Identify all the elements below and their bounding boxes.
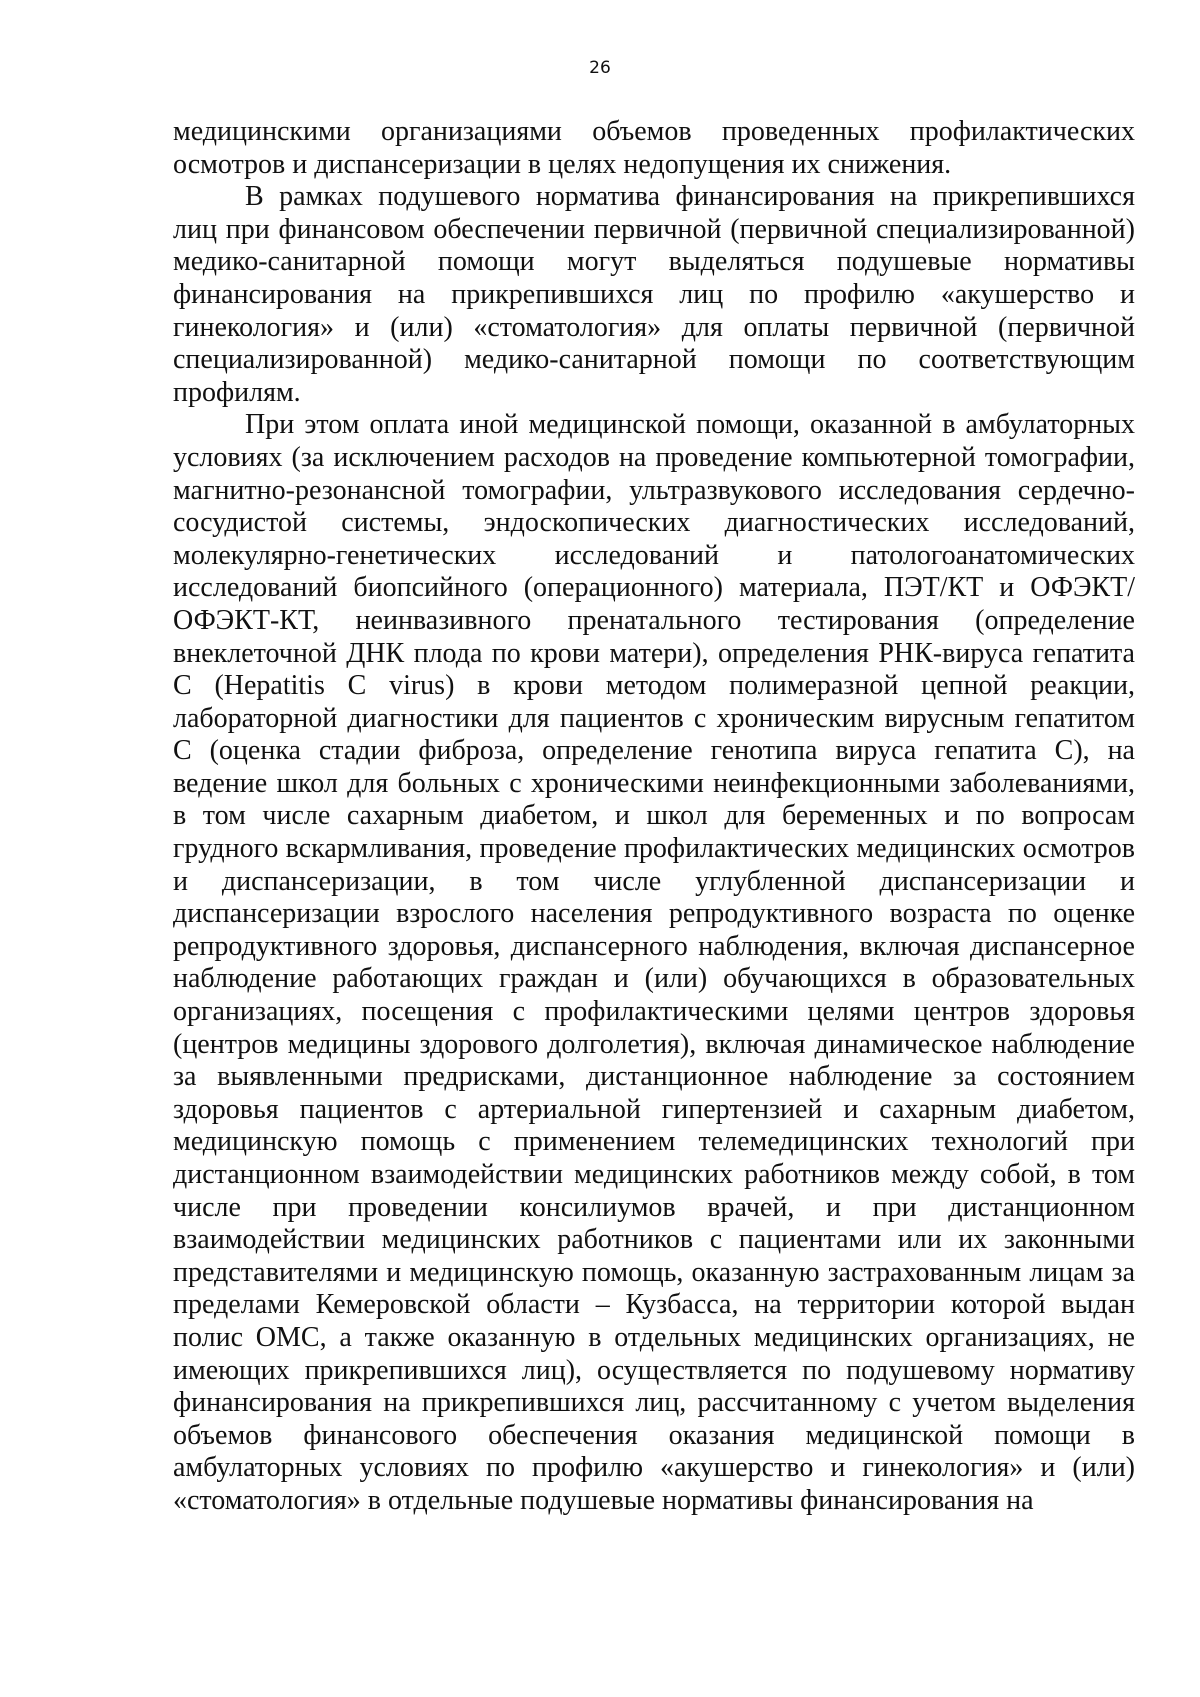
document-body	[173, 116, 1135, 1518]
page-number: 26	[589, 58, 611, 78]
paragraph-outpatient-payment: При этом оплата иной медицинской помощи, оказанной в амбулаторных условиях (за исключением расходов на проведение компьютерной томографии, магнитно-резонансной томографии, ультразвукового исследования сердечно-сосудистой системы, эндоскопических диагностических исследований, молекулярно-генетических исследований и патологоанатомических исследований биопсийного (операционного) материала, ПЭТ/КТ и ОФЭКТ/ОФЭКТ-КТ, неинвазивного пренатального тестирования (определение внеклеточной ДНК плода по крови матери), определения РНК-вируса гепатита С (Hepatitis С virus) в крови методом полимеразной цепной реакции, лабораторной диагностики для пациентов с хроническим вирусным гепатитом С (оценка стадии фиброза, определение генотипа вируса гепатита С), на ведение школ для больных с хроническими неинфекционными заболеваниями, в том числе сахарным диабетом, и школ для беременных и по вопросам грудного вскармливания, проведение профилактических медицинских осмотров и диспансеризации, в том числе углубленной диспансеризации и диспансеризации взрослого населения репродуктивного возраста по оценке репродуктивного здоровья, диспансерного наблюдения, включая диспансерное наблюдение работающих граждан и (или) обучающихся в образовательных организациях, посещения с профилактическими целями центров здоровья (центров медицины здорового долголетия), включая динамическое наблюдение за выявленными предрисками, дистанционное наблюдение за состоянием здоровья пациентов с артериальной гипертензией и сахарным диабетом, медицинскую помощь с применением телемедицинских технологий при дистанционном взаимодействии медицинских работников между собой, в том числе при проведении консилиумов врачей, и при дистанционном взаимодействии медицинских работников с пациентами или их законными представителями и медицинскую помощь, оказанную застрахованным лицам за пределами Кемеровской области – Кузбасса, на территории которой выдан полис ОМС, а также оказанную в отдельных медицинских организациях, не имеющих прикрепившихся лиц), осуществляется по подушевому нормативу финансирования на прикрепившихся лиц, рассчитанному с учетом выделения объемов финансового обеспечения оказания медицинской помощи в амбулаторных условиях по профилю «акушерство и гинекология» и (или) «стоматология» в отдельные подушевые нормативы финансирования на	[173, 409, 1135, 1516]
paragraph-per-capita-standards: В рамках подушевого норматива финансирования на прикрепившихся лиц при финансовом обеспечении первичной (первичной специализированной) медико-санитарной помощи могут выделяться подушевые нормативы финансирования на прикрепившихся лиц по профилю «акушерство и гинекология» и (или) «стоматология» для оплаты первичной (первичной специализированной) медико-санитарной помощи по соответствующим профилям.	[173, 181, 1135, 408]
paragraph-continuation: медицинскими организациями объемов проведенных профилактических осмотров и диспансеризации в целях недопущения их снижения.	[173, 116, 1135, 180]
